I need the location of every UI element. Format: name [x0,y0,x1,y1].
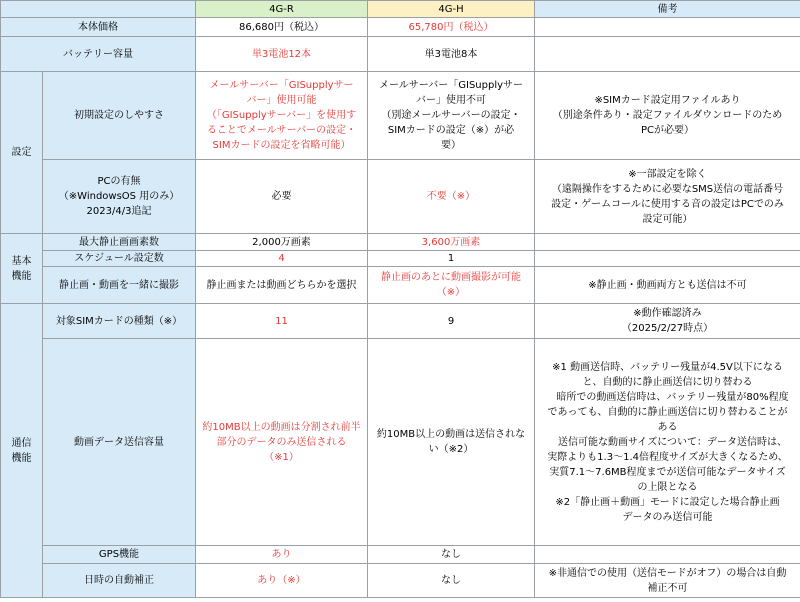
row-auto-time [1,564,800,598]
battery-4g-h: 単3電池8本 [368,37,535,72]
init-4g-h-line: メールサーバー「GISupplyサー [378,80,524,91]
row-video-capacity [1,339,800,546]
init-4g-h-line: バー」使用不可 [416,95,486,106]
row-pc-required [1,160,800,234]
pixels-note [535,234,800,251]
init-note-line: PCが必要） [640,125,694,136]
schedule-note [535,251,800,267]
header-notes: 備考 [535,1,800,18]
row-sim-types [1,304,800,339]
init-label: 初期設定のしやすさ [43,72,196,160]
price-4g-r: 86,680円（税込） [196,18,368,37]
pc-note-line: （遠隔操作をするために必要なSMS送信の電話番号 [551,183,784,195]
pixels-label: 最大静止画画素数 [43,234,196,251]
group-comm-line: 機能 [11,452,32,464]
init-note-line: ※SIMカード設定用ファイルあり [594,95,741,106]
video-4g-h [368,339,535,546]
row-price [1,18,800,37]
pc-note [535,160,800,234]
row-gps [1,546,800,564]
pc-note-line: 設定可能） [642,213,693,225]
pixels-4g-h: 3,600万画素 [368,234,535,251]
schedule-4g-r: 4 [196,251,368,267]
init-4g-r-line: メールサーバー「GISupplyサー [209,80,354,91]
video-4g-r-line: 約10MB以上の動画は分割され前半 [202,421,361,433]
pc-label [43,160,196,234]
battery-4g-r: 単3電池12本 [196,37,368,72]
video-4g-h-line: い（※2） [428,444,474,455]
sim-label: 対象SIMカードの種類（※） [43,304,196,339]
video-note-line: データのみ送信可能 [622,511,713,523]
battery-note [535,37,800,72]
gps-note [535,546,800,564]
header-4g-h: 4G-H [368,1,535,18]
pc-4g-h: 不要（※） [368,160,535,234]
video-note-line: の上限となる [637,481,698,493]
pc-4g-r: 必要 [196,160,368,234]
row-max-pixels [1,234,800,251]
gps-4g-h: なし [368,546,535,564]
video-note-line: ※2「静止画＋動画」モードに設定した場合静止画 [555,496,780,508]
sim-note-line: （2025/2/27時点） [621,323,714,334]
init-note-line: （別途条件あり・設定ファイルダウンロードのため [552,110,783,121]
init-4g-r-line: SIMカードの設定を省略可能） [212,140,351,151]
price-4g-h: 65,780円（税込） [368,18,535,37]
simul-label: 静止画・動画を一緒に撮影 [43,267,196,304]
sim-4g-h: 9 [368,304,535,339]
pc-label-line: 2023/4/3追記 [86,206,152,217]
init-4g-h-line: SIMカードの設定（※）が必 [387,125,515,136]
sim-note [535,304,800,339]
sim-4g-r: 11 [196,304,368,339]
header-blank-cell [1,1,196,18]
init-4g-h-line: 要） [441,140,461,151]
header-4g-r: 4G-R [196,1,368,18]
simul-4g-r: 静止画または動画どちらかを選択 [196,267,368,304]
video-4g-h-line: 約10MB以上の動画は送信されな [376,429,526,440]
init-note [535,72,800,160]
pc-note-line: 設定・ゲームコールに使用する音の設定はPCでのみ [551,198,784,210]
group-basic-line: 基本 [11,255,32,267]
row-simultaneous [1,267,800,304]
pc-label-line: PCの有無 [97,176,141,187]
video-4g-r-line: （※1） [264,451,299,463]
simul-4g-h-line: （※） [436,287,466,298]
autotime-note-line: ※非通信での使用（送信モードがオフ）の場合は自動 [548,567,787,579]
video-4g-r-line: 部分のデータのみ送信される [216,436,347,448]
group-comm-line: 通信 [11,437,32,449]
simul-4g-h-line: 静止画のあとに動画撮影が可能 [381,272,521,283]
video-note-line: 実際よりも1.3〜1.4倍程度サイズが大きくなるため、 [547,451,788,463]
autotime-4g-r: あり（※） [196,564,368,598]
sim-note-line: ※動作確認済み [633,308,702,319]
gps-label: GPS機能 [43,546,196,564]
init-4g-r-line: ることでメールサーバーの設定・ [206,125,357,136]
video-note-line: であっても、自動的に静止画送信に切り替わることが [547,406,788,418]
autotime-4g-h: なし [368,564,535,598]
price-note [535,18,800,37]
video-4g-r [196,339,368,546]
init-4g-r [196,72,368,160]
group-settings: 設定 [1,72,43,234]
group-basic-line: 機能 [11,270,32,282]
gps-4g-r: あり [196,546,368,564]
autotime-note-line: 補正不可 [647,582,688,594]
video-note-line: 暗所での動画送信時は、バッテリー残量が80%程度 [546,391,789,403]
init-4g-h [368,72,535,160]
schedule-label: スケジュール設定数 [43,251,196,267]
row-schedule [1,251,800,267]
init-4g-r-line: （「GISupplyサーバー」を使用す [206,110,357,121]
row-battery [1,37,800,72]
simul-note: ※静止画・動画両方とも送信は不可 [535,267,800,304]
video-note-line: ある [657,421,678,433]
video-label: 動画データ送信容量 [43,339,196,546]
video-note-line: ※1 動画送信時、バッテリー残量が4.5V以下になる [552,361,783,373]
pixels-4g-r: 2,000万画素 [196,234,368,251]
price-label: 本体価格 [1,18,196,37]
video-note-line: 実質7.1〜7.6MB程度までが送信可能なデータサイズ [549,466,786,478]
header-row [1,1,800,18]
pc-note-line: ※一部設定を除く [628,168,707,180]
battery-label: バッテリー容量 [1,37,196,72]
group-comm [1,304,43,598]
pc-label-line: （※WindowsOS 用のみ） [58,191,180,202]
video-note [535,339,800,546]
video-note-line: と、自動的に静止画送信に切り替わる [582,376,753,388]
simul-4g-h [368,267,535,304]
autotime-label: 日時の自動補正 [43,564,196,598]
row-initial-setup [1,72,800,160]
init-4g-h-line: （別途メールサーバーの設定・ [381,110,521,121]
init-4g-r-line: バー」使用可能 [246,95,317,106]
schedule-4g-h: 1 [368,251,535,267]
autotime-note [535,564,800,598]
video-note-line: 送信可能な動画サイズについて：データ送信時は、 [548,436,787,448]
group-basic [1,234,43,304]
